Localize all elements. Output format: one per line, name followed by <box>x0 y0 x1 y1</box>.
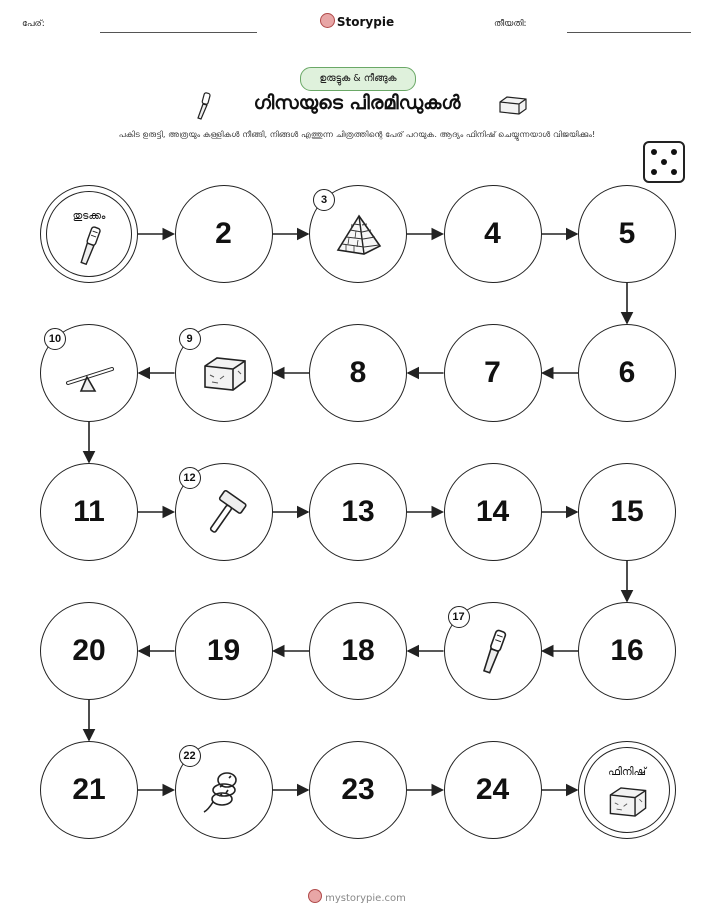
space-number: 4 <box>484 217 501 250</box>
space-number-tag: 9 <box>179 328 201 350</box>
board-space-9 <box>175 324 273 422</box>
date-label: തീയതി: <box>494 19 527 29</box>
space-number: 14 <box>475 495 510 528</box>
start-space <box>40 185 138 283</box>
space-number-tag: 3 <box>313 189 335 211</box>
footer-url: mystorypie.com <box>325 893 406 904</box>
finish-label: ഫിനിഷ് <box>608 766 646 778</box>
board-space-6 <box>578 324 676 422</box>
board-space-8 <box>309 324 407 422</box>
space-number-tag: 17 <box>448 606 470 628</box>
board-space-13 <box>309 463 407 561</box>
brand-name: Storypie <box>336 15 395 29</box>
chisel-icon <box>469 627 519 677</box>
instructions: പകിട ഉരുട്ടി, അത്രയും കള്ളികൾ നീങ്ങി, നിങ്ങൾ എത്തുന്ന ചിത്രത്തിന്റെ പേര് പറയുക. ആദ്യം ഫിനിഷ് ചെയ്യുന്നയാൾ വിജയിക്കും! <box>118 129 596 139</box>
board-space-2 <box>175 185 273 283</box>
space-number-tag: 22 <box>179 745 201 767</box>
space-number: 6 <box>618 356 636 389</box>
board-space-15 <box>578 463 676 561</box>
board-space-5 <box>578 185 676 283</box>
space-number: 19 <box>206 634 241 667</box>
space-number: 13 <box>341 495 375 528</box>
space-number: 23 <box>341 773 375 806</box>
stone-block-icon <box>200 349 250 399</box>
space-number: 24 <box>475 773 510 806</box>
board-space-3 <box>309 185 407 283</box>
mallet-icon <box>200 488 250 538</box>
game-type-badge: ഉരുട്ടുക & നീങ്ങുക <box>300 67 416 91</box>
rope-icon <box>200 766 250 816</box>
board-space-23 <box>309 741 407 839</box>
board-space-24 <box>444 741 542 839</box>
space-number: 7 <box>484 356 501 389</box>
board-space-7 <box>444 324 542 422</box>
board-space-20 <box>40 602 138 700</box>
space-number: 16 <box>610 634 644 667</box>
board-space-16 <box>578 602 676 700</box>
start-label: തുടക്കം <box>72 210 106 222</box>
board-space-10 <box>40 324 138 422</box>
board-space-21 <box>40 741 138 839</box>
space-number: 2 <box>215 217 232 250</box>
storypie-logo-icon <box>308 889 322 903</box>
footer <box>0 889 714 904</box>
stone-block-icon <box>606 780 650 824</box>
board-space-19 <box>175 602 273 700</box>
board-space-11 <box>40 463 138 561</box>
page-title: ഗിസയുടെ പിരമിഡുകൾ <box>253 92 461 114</box>
space-number: 21 <box>72 773 106 806</box>
board-space-14 <box>444 463 542 561</box>
space-number-tag: 10 <box>44 328 66 350</box>
space-number: 15 <box>610 495 644 528</box>
finish-space <box>578 741 676 839</box>
board-space-12 <box>175 463 273 561</box>
space-number: 11 <box>73 495 105 528</box>
space-number: 5 <box>618 217 636 250</box>
lever-icon <box>65 349 115 399</box>
space-number: 18 <box>341 634 375 667</box>
board-space-22 <box>175 741 273 839</box>
pyramid-icon <box>334 210 384 260</box>
space-number-tag: 12 <box>179 467 201 489</box>
board-space-18 <box>309 602 407 700</box>
board-space-4 <box>444 185 542 283</box>
chisel-icon <box>68 224 112 268</box>
name-label: പേര്: <box>22 19 45 29</box>
space-number: 8 <box>349 356 367 389</box>
space-number: 20 <box>72 634 106 667</box>
board-space-17 <box>444 602 542 700</box>
